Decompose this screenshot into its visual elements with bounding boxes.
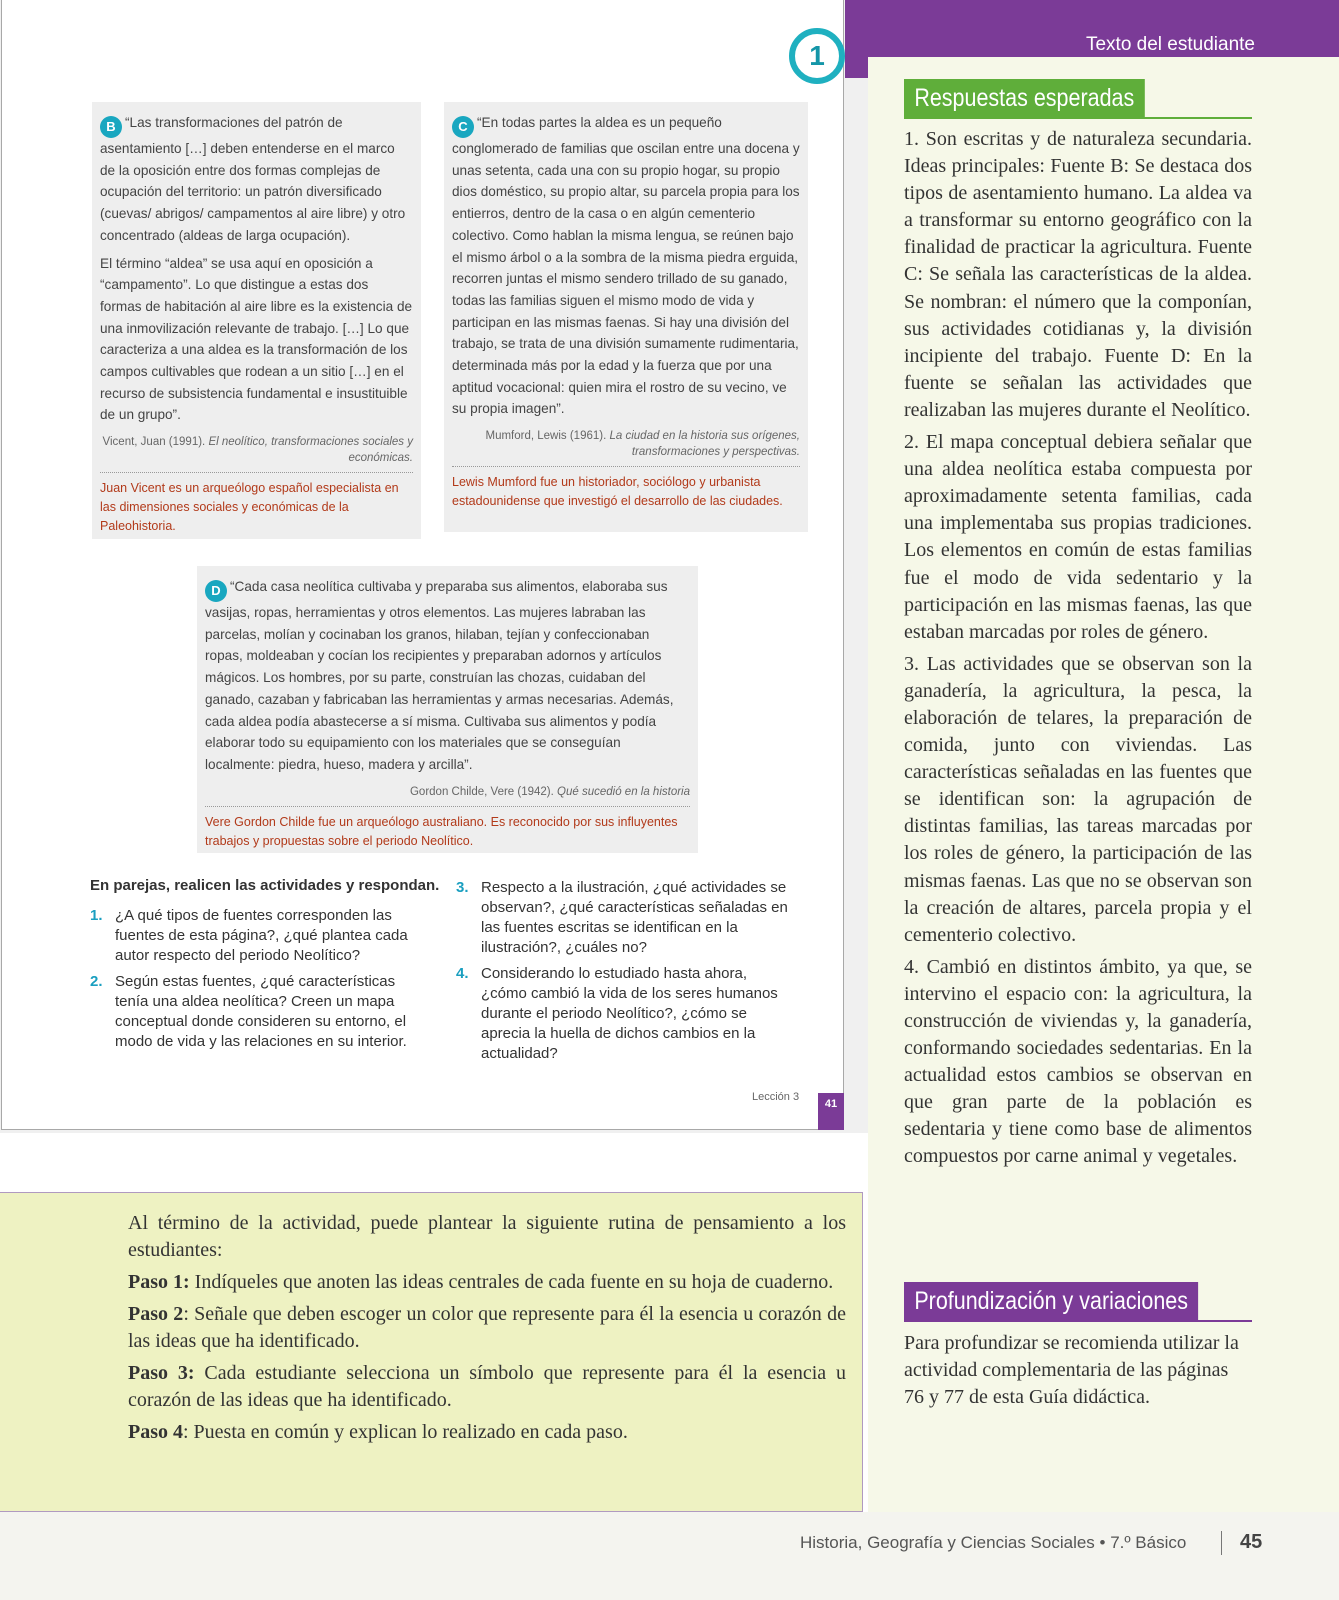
footer-separator [1221,1531,1222,1555]
answer-item [904,651,1252,949]
source-c-box [444,102,808,532]
question-number: 3. [456,879,469,896]
routine-intro: Al término de la actividad, puede plantear la siguiente rutina de pensamiento a los estudiantes: [128,1212,846,1261]
source-d-paragraph-1 [205,576,690,776]
source-d-work: Qué sucedió en la historia [557,785,690,798]
question-item [90,972,430,1052]
source-b-bio: Juan Vicent es un arqueólogo español especialista en las dimensiones sociales y económicas de la Paleohistoria. [100,481,399,534]
answer-text: . Cambió en distintos ámbito, ya que, se intervino el espacio con: la agricultura, la construcción de viviendas y, la ganadería, conformando sociedades sedentarias. En la actualidad estos cambios se observan en que gran parte de la población es sedentaria y tiene como base de alimentos compuestos por carne animal y vegetales. [904,955,1252,1168]
source-b-citation [100,432,413,473]
answer-text: . Son escritas y de naturaleza secundaria. Ideas principales: Fuente B: Se destaca dos tipos de asentamiento humano. La aldea va a transformar su entorno geográfico con la finalidad de practicar la agricultura. Fuente C: Se señala las características de la aldea. Se nombran: el número que la componían, sus actividades cotidianas y, la división incipiente del trabajo. Fuente D: En la fuente se señalan las actividades que realizaban las mujeres durante el Neolítico. [904,128,1252,421]
answer-item [904,954,1252,1171]
deepening-heading-label: Profundización y variaciones [904,1282,1198,1320]
activities-title: En parejas, realicen las actividades y respondan. [90,877,440,894]
routine-text [128,1210,846,1451]
source-b-tag: B [100,116,122,138]
question-number: 1. [90,907,103,924]
routine-step-label: Paso 1: [128,1271,190,1293]
source-c-work: La ciudad en la historia sus orígenes, transformaciones y perspectivas. [609,430,800,459]
answers-heading [904,79,1252,119]
routine-step-label: Paso 4 [128,1421,183,1443]
source-d-bio: Vere Gordon Childe fue un arqueólogo australiano. Es reconocido por sus influyentes trabajos y propuestas sobre el periodo Neolítico. [205,814,678,848]
routine-step [128,1301,846,1355]
source-b-work: El neolítico, transformaciones sociales y económicas. [208,436,413,465]
routine-step-text: Indíqueles que anoten las ideas centrales de cada fuente en su hoja de cuaderno. [189,1271,834,1293]
source-b-text-1: “Las transformaciones del patrón de asentamiento […] deben entenderse en el marco de la oposición entre dos formas complejas de ocupación del territorio: un patrón diversificado (cuevas/ abrigos/ campamentos al aire libre) y otro concentrado (aldeas de larga ocupación). [100,115,406,243]
source-d-citation [205,782,690,807]
source-d-box [197,566,698,853]
question-text: Considerando lo estudiado hasta ahora, ¿cómo cambió la vida de los seres humanos durante el periodo Neolítico?, ¿cómo se aprecia la huella de dichos cambios en la actualidad? [481,965,778,1062]
question-number: 2. [90,973,103,990]
question-item [456,878,796,958]
question-number: 4. [456,965,469,982]
answers-heading-label: Respuestas esperadas [904,79,1145,117]
routine-step-label: Paso 2 [128,1303,184,1325]
answers-list [904,126,1252,1176]
source-c-bio: Lewis Mumford fue un historiador, sociólogo y urbanista estadounidense que investigó el desarrollo de las ciudades. [452,475,783,509]
answer-text: . Las actividades que se observan son la ganadería, la agricultura, la pesca, la elaboración de telares, la preparación de comida, junto con viviendas. Las características señaladas en las fuentes que se identifican son: la agrupación de distintas familias, las tareas marcadas por los roles de género, la participación de las mismas faenas. Las que no se observan son la creación de altares, parcela propia y el cementerio colectivo. [904,652,1252,946]
teacher-guide-column [868,0,1339,1512]
deepening-heading [904,1282,1252,1322]
textbook-page-number: 41 [818,1093,844,1130]
routine-step-text: Cada estudiante selecciona un símbolo que represente para él la esencia u corazón de las ideas que ha identificado. [128,1362,846,1411]
answer-number: 2 [904,431,914,454]
answer-item [904,429,1252,646]
question-item [90,906,430,966]
textbook-page-image [0,0,868,1133]
routine-step-label: Paso 3: [128,1362,195,1384]
questions-left-column [90,906,430,1058]
source-c-text-1: “En todas partes la aldea es un pequeño conglomerado de familias que oscilan entre una docena y unas setenta, cada una con su propio hogar, su propio dios doméstico, su propio altar, su parcela propia para los entierros, dentro de la casa o en algún cementerio colectivo. Como hablan la misma lengua, se reúnen bajo el mismo árbol o a la sombra de la misma piedra erguida, recorren juntas el mismo sendero trillado de su ganado, todas las familias siguen el mismo modo de vida y participan en las mismas faenas. Si hay una división del trabajo, se trata de una división sumamente rudimentaria, determinada más por la edad y la fuerza que por una aptitud vocacional: quien mira el rostro de su vecino, ve su propia imagen”. [452,115,800,417]
routine-step [128,1269,846,1296]
question-text: Respecto a la ilustración, ¿qué actividades se observan?, ¿qué características señaladas en las fuentes escritas se identifican en la ilustración?, ¿cuáles no? [481,879,788,956]
answer-text: . El mapa conceptual debiera señalar que una aldea neolítica estaba compuesta por aproximadamente setenta familias, cada una implementaba sus propias tradiciones. Los elementos en común de estas familias fue el modo de vida sedentario y la participación en las mismas faenas, las que estaban marcadas por roles de género. [904,431,1252,643]
routine-step-text: : Puesta en común y explican lo realizado en cada paso. [183,1421,628,1443]
source-b-paragraph-2: El término “aldea” se usa aquí en oposición a “campamento”. Lo que distingue a estas dos formas de habitación al aire libre es la existencia de una inmovilización relevante de trabajo. […] Lo que caracteriza a una aldea es la transformación de los campos cultivables que rodean a un sitio […] en el recurso de subsistencia fundamental e insustituible de un grupo”. [100,255,413,423]
header-bar [868,0,1339,57]
source-d-author: Gordon Childe, Vere (1942). [409,785,554,798]
page-footer [0,1512,1339,1600]
answer-item [904,126,1252,424]
routine-step-text: : Señale que deben escoger un color que represente para él la esencia u corazón de las ideas que ha identificado. [128,1303,846,1352]
question-text: ¿A qué tipos de fuentes corresponden las fuentes de esta página?, ¿qué plantea cada autor respecto del periodo Neolítico? [115,907,408,964]
deepening-text: Para profundizar se recomienda utilizar la actividad complementaria de las páginas 76 y 77 de esta Guía didáctica. [904,1332,1239,1408]
thinking-routine-box [0,1192,863,1512]
routine-step [128,1419,846,1446]
footer-label: Historia, Geografía y Ciencias Sociales • 7.º Básico [800,1533,1187,1552]
source-c-author: Mumford, Lewis (1961). [485,430,607,443]
page-side-bar [845,0,868,78]
question-item [456,964,796,1064]
answer-number: 3 [904,652,914,675]
question-text: Según estas fuentes, ¿qué características tenía una aldea neolítica? Creen un mapa conceptual donde consideren su entorno, el modo de vida y las relaciones en su interior. [115,973,407,1050]
source-c-citation [452,426,800,467]
footer-page-number: 45 [1240,1531,1263,1553]
source-b-author: Vicent, Juan (1991). [102,436,206,449]
source-c-paragraph-1 [452,112,800,420]
header-label: Texto del estudiante [1085,34,1255,55]
source-d-tag: D [205,580,227,602]
source-b-box [92,102,421,539]
lesson-label: Lección 3 [752,1091,800,1103]
answer-number: 1 [904,128,914,150]
questions-right-column [456,878,796,1070]
source-c-tag: C [452,116,474,138]
unit-badge: 1 [789,28,845,84]
answer-number: 4 [904,955,914,978]
routine-step [128,1360,846,1414]
source-d-text-1: “Cada casa neolítica cultivaba y preparaba sus alimentos, elaboraba sus vasijas, ropas, herramientas y otros elementos. Las mujeres labraban las parcelas, molían y cocinaban los granos, hilaban, tejían y confeccionaban ropas, moldeaban y cocían los recipientes y preparaban adornos y artículos mágicos. Los hombres, por su parte, construían las chozas, cuidaban del ganado, cazaban y fabricaban las herramientas y armas necesarias. Además, cada aldea podía abastecerse a sí misma. Cultivaba sus alimentos y podía elaborar todo su equipamiento con los materiales que se conseguían localmente: piedra, hueso, madera y arcilla”. [205,579,674,772]
source-b-paragraph-1 [100,112,413,247]
